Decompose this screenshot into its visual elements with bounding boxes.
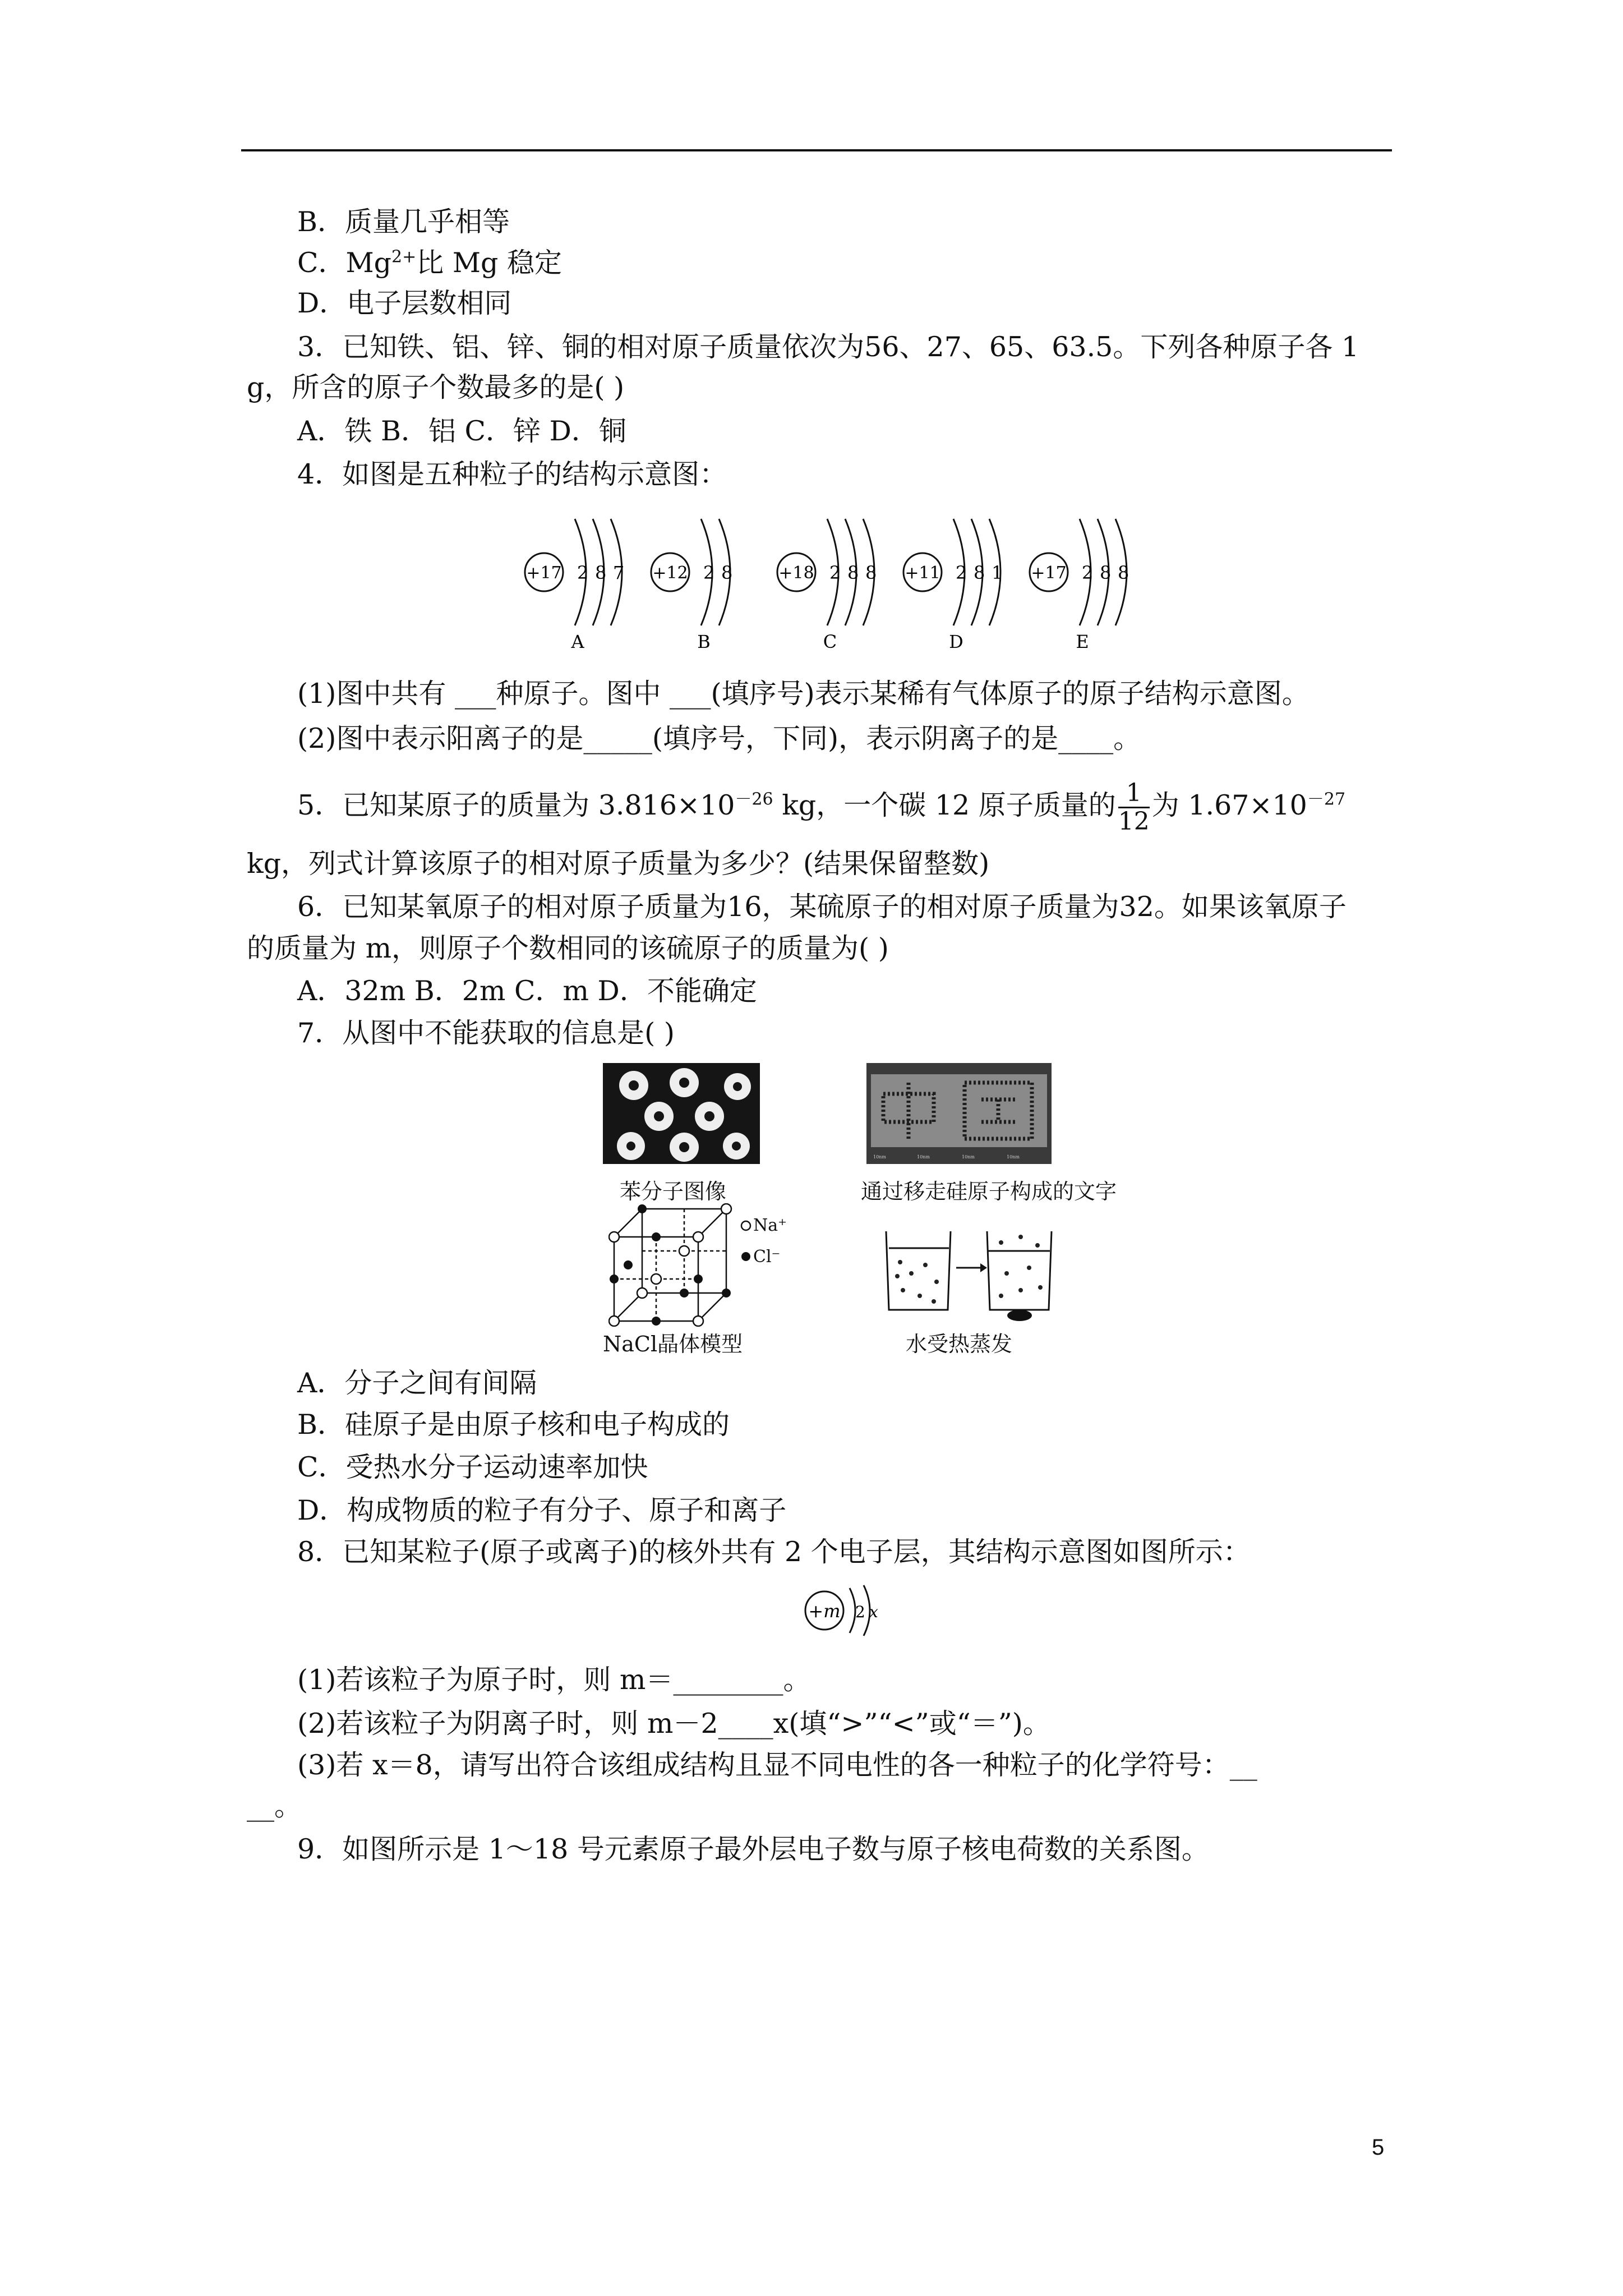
option-7c: C．受热水分子运动速率加快 bbox=[297, 1451, 648, 1483]
shell-electron-count: 8 bbox=[847, 562, 859, 583]
nucleus-charge: +18 bbox=[778, 563, 814, 583]
fraction-one-twelfth: $\frac{1}{12}$ bbox=[1118, 779, 1150, 836]
option-7b: B．硅原子是由原子核和电子构成的 bbox=[297, 1409, 730, 1441]
question-4: 4．如图是五种粒子的结构示意图： bbox=[297, 458, 727, 490]
q8-particle-diagram bbox=[802, 1580, 892, 1641]
svg-text:10nm: 10nm bbox=[1007, 1154, 1020, 1159]
question-6-options: A．32m B．2m C．m D．不能确定 bbox=[297, 975, 757, 1007]
question-3-line1: 3．已知铁、铝、锌、铜的相对原子质量依次为56、27、65、63.5。下列各种原子各 1 bbox=[297, 331, 1359, 363]
caption-nacl: NaCl晶体模型 bbox=[603, 1332, 743, 1356]
particle-label: C bbox=[823, 631, 837, 652]
water-evaporation-image bbox=[880, 1220, 1060, 1321]
svg-text:10nm: 10nm bbox=[962, 1154, 975, 1159]
particle-label: A bbox=[571, 631, 584, 652]
option-7a: A．分子之间有间隔 bbox=[297, 1367, 537, 1399]
particle-structure-figure bbox=[522, 505, 1172, 656]
question-8-part2: (2)若该粒子为阴离子时，则 m－2____x(填“>”“<”或“＝”)。 bbox=[297, 1708, 1050, 1740]
shell-electron-count: 8 bbox=[1118, 562, 1129, 583]
nucleus-charge: +11 bbox=[905, 563, 940, 583]
shell-electron-count: 2 bbox=[1082, 562, 1094, 583]
shell-electron-count: 8 bbox=[865, 562, 877, 583]
question-4-part1: (1)图中共有 ___种原子。图中 ___(填序号)表示某稀有气体原子的原子结构示意图。 bbox=[297, 678, 1310, 710]
caption-benzene: 苯分子图像 bbox=[620, 1179, 727, 1204]
q8-nucleus-label: +m bbox=[808, 1600, 841, 1622]
header-rule bbox=[241, 149, 1392, 151]
particle-c bbox=[777, 519, 877, 652]
option-7d: D．构成物质的粒子有分子、原子和离子 bbox=[297, 1494, 787, 1526]
shell-electron-count: 8 bbox=[974, 562, 985, 583]
particle-b bbox=[651, 519, 732, 652]
question-9: 9．如图所示是 1～18 号元素原子最外层电子数与原子核电荷数的关系图。 bbox=[297, 1833, 1209, 1865]
question-5-line2: kg，列式计算该原子的相对原子质量为多少？(结果保留整数) bbox=[247, 848, 990, 880]
legend-cl-ion: Cl⁻ bbox=[753, 1247, 781, 1267]
shell-electron-count: 1 bbox=[992, 562, 1003, 583]
q8-shell1-count: 2 bbox=[855, 1603, 865, 1621]
benzene-image bbox=[603, 1063, 760, 1164]
shell-electron-count: 2 bbox=[956, 562, 967, 583]
silicon-atom-image bbox=[866, 1063, 1052, 1164]
question-8: 8．已知某粒子(原子或离子)的核外共有 2 个电子层，其结构示意图如图所示： bbox=[297, 1536, 1251, 1568]
shell-electron-count: 8 bbox=[1100, 562, 1112, 583]
shell-electron-count: 2 bbox=[703, 562, 715, 583]
nucleus-charge: +17 bbox=[1031, 563, 1067, 583]
question-8-part3-line1: (3)若 x＝8，请写出符合该组成结构且显不同电性的各一种粒子的化学符号：__ bbox=[297, 1749, 1257, 1781]
svg-text:10nm: 10nm bbox=[917, 1154, 930, 1159]
shell-electron-count: 2 bbox=[829, 562, 841, 583]
caption-silicon: 通过移走硅原子构成的文字 bbox=[861, 1179, 1117, 1204]
svg-text:10nm: 10nm bbox=[873, 1154, 886, 1159]
page-number: 5 bbox=[1372, 2135, 1385, 2160]
legend-na-ion: Na⁺ bbox=[753, 1216, 787, 1235]
particle-e bbox=[1030, 519, 1129, 652]
question-7: 7．从图中不能获取的信息是( ) bbox=[297, 1017, 675, 1049]
nucleus-charge: +17 bbox=[526, 563, 562, 583]
question-6-line2: 的质量为 m，则原子个数相同的该硫原子的质量为( ) bbox=[247, 932, 889, 964]
particle-label: E bbox=[1076, 631, 1089, 652]
particle-d bbox=[903, 519, 1003, 652]
option-c: C．$Mg^{2+}$比 Mg 稳定 bbox=[297, 247, 562, 279]
question-6-line1: 6．已知某氧原子的相对原子质量为16，某硫原子的相对原子质量为32。如果该氧原子 bbox=[297, 891, 1347, 923]
caption-water: 水受热蒸发 bbox=[906, 1332, 1013, 1356]
shell-electron-count: 8 bbox=[595, 562, 607, 583]
question-8-part3-line2: __。 bbox=[247, 1790, 302, 1822]
question-3-line2: g，所含的原子个数最多的是( ) bbox=[247, 371, 625, 403]
question-3-options: A．铁 B．铝 C．锌 D．铜 bbox=[297, 415, 626, 447]
option-b: B．质量几乎相等 bbox=[297, 206, 510, 238]
shell-electron-count: 8 bbox=[721, 562, 733, 583]
particle-label: B bbox=[697, 631, 711, 652]
question-4-part2: (2)图中表示阳离子的是_____(填序号，下同)，表示阴离子的是____。 bbox=[297, 723, 1141, 754]
q8-shell2-count: x bbox=[869, 1603, 878, 1621]
q7-figure bbox=[603, 1063, 1136, 1355]
option-d: D．电子层数相同 bbox=[297, 287, 512, 319]
nucleus-charge: +12 bbox=[652, 563, 688, 583]
question-5-line1: 5．已知某原子的质量为 $3.816\times 10^{-26}$ kg，一个碳 12 原子质量的 $\frac{1}{12}$ 为 $1.67\times 10^{-27}$ bbox=[297, 779, 1346, 836]
shell-electron-count: 2 bbox=[577, 562, 589, 583]
particle-a bbox=[525, 519, 624, 652]
particle-label: D bbox=[949, 631, 963, 652]
shell-electron-count: 7 bbox=[613, 562, 625, 583]
question-8-part1: (1)若该粒子为原子时，则 m＝________。 bbox=[297, 1664, 811, 1696]
